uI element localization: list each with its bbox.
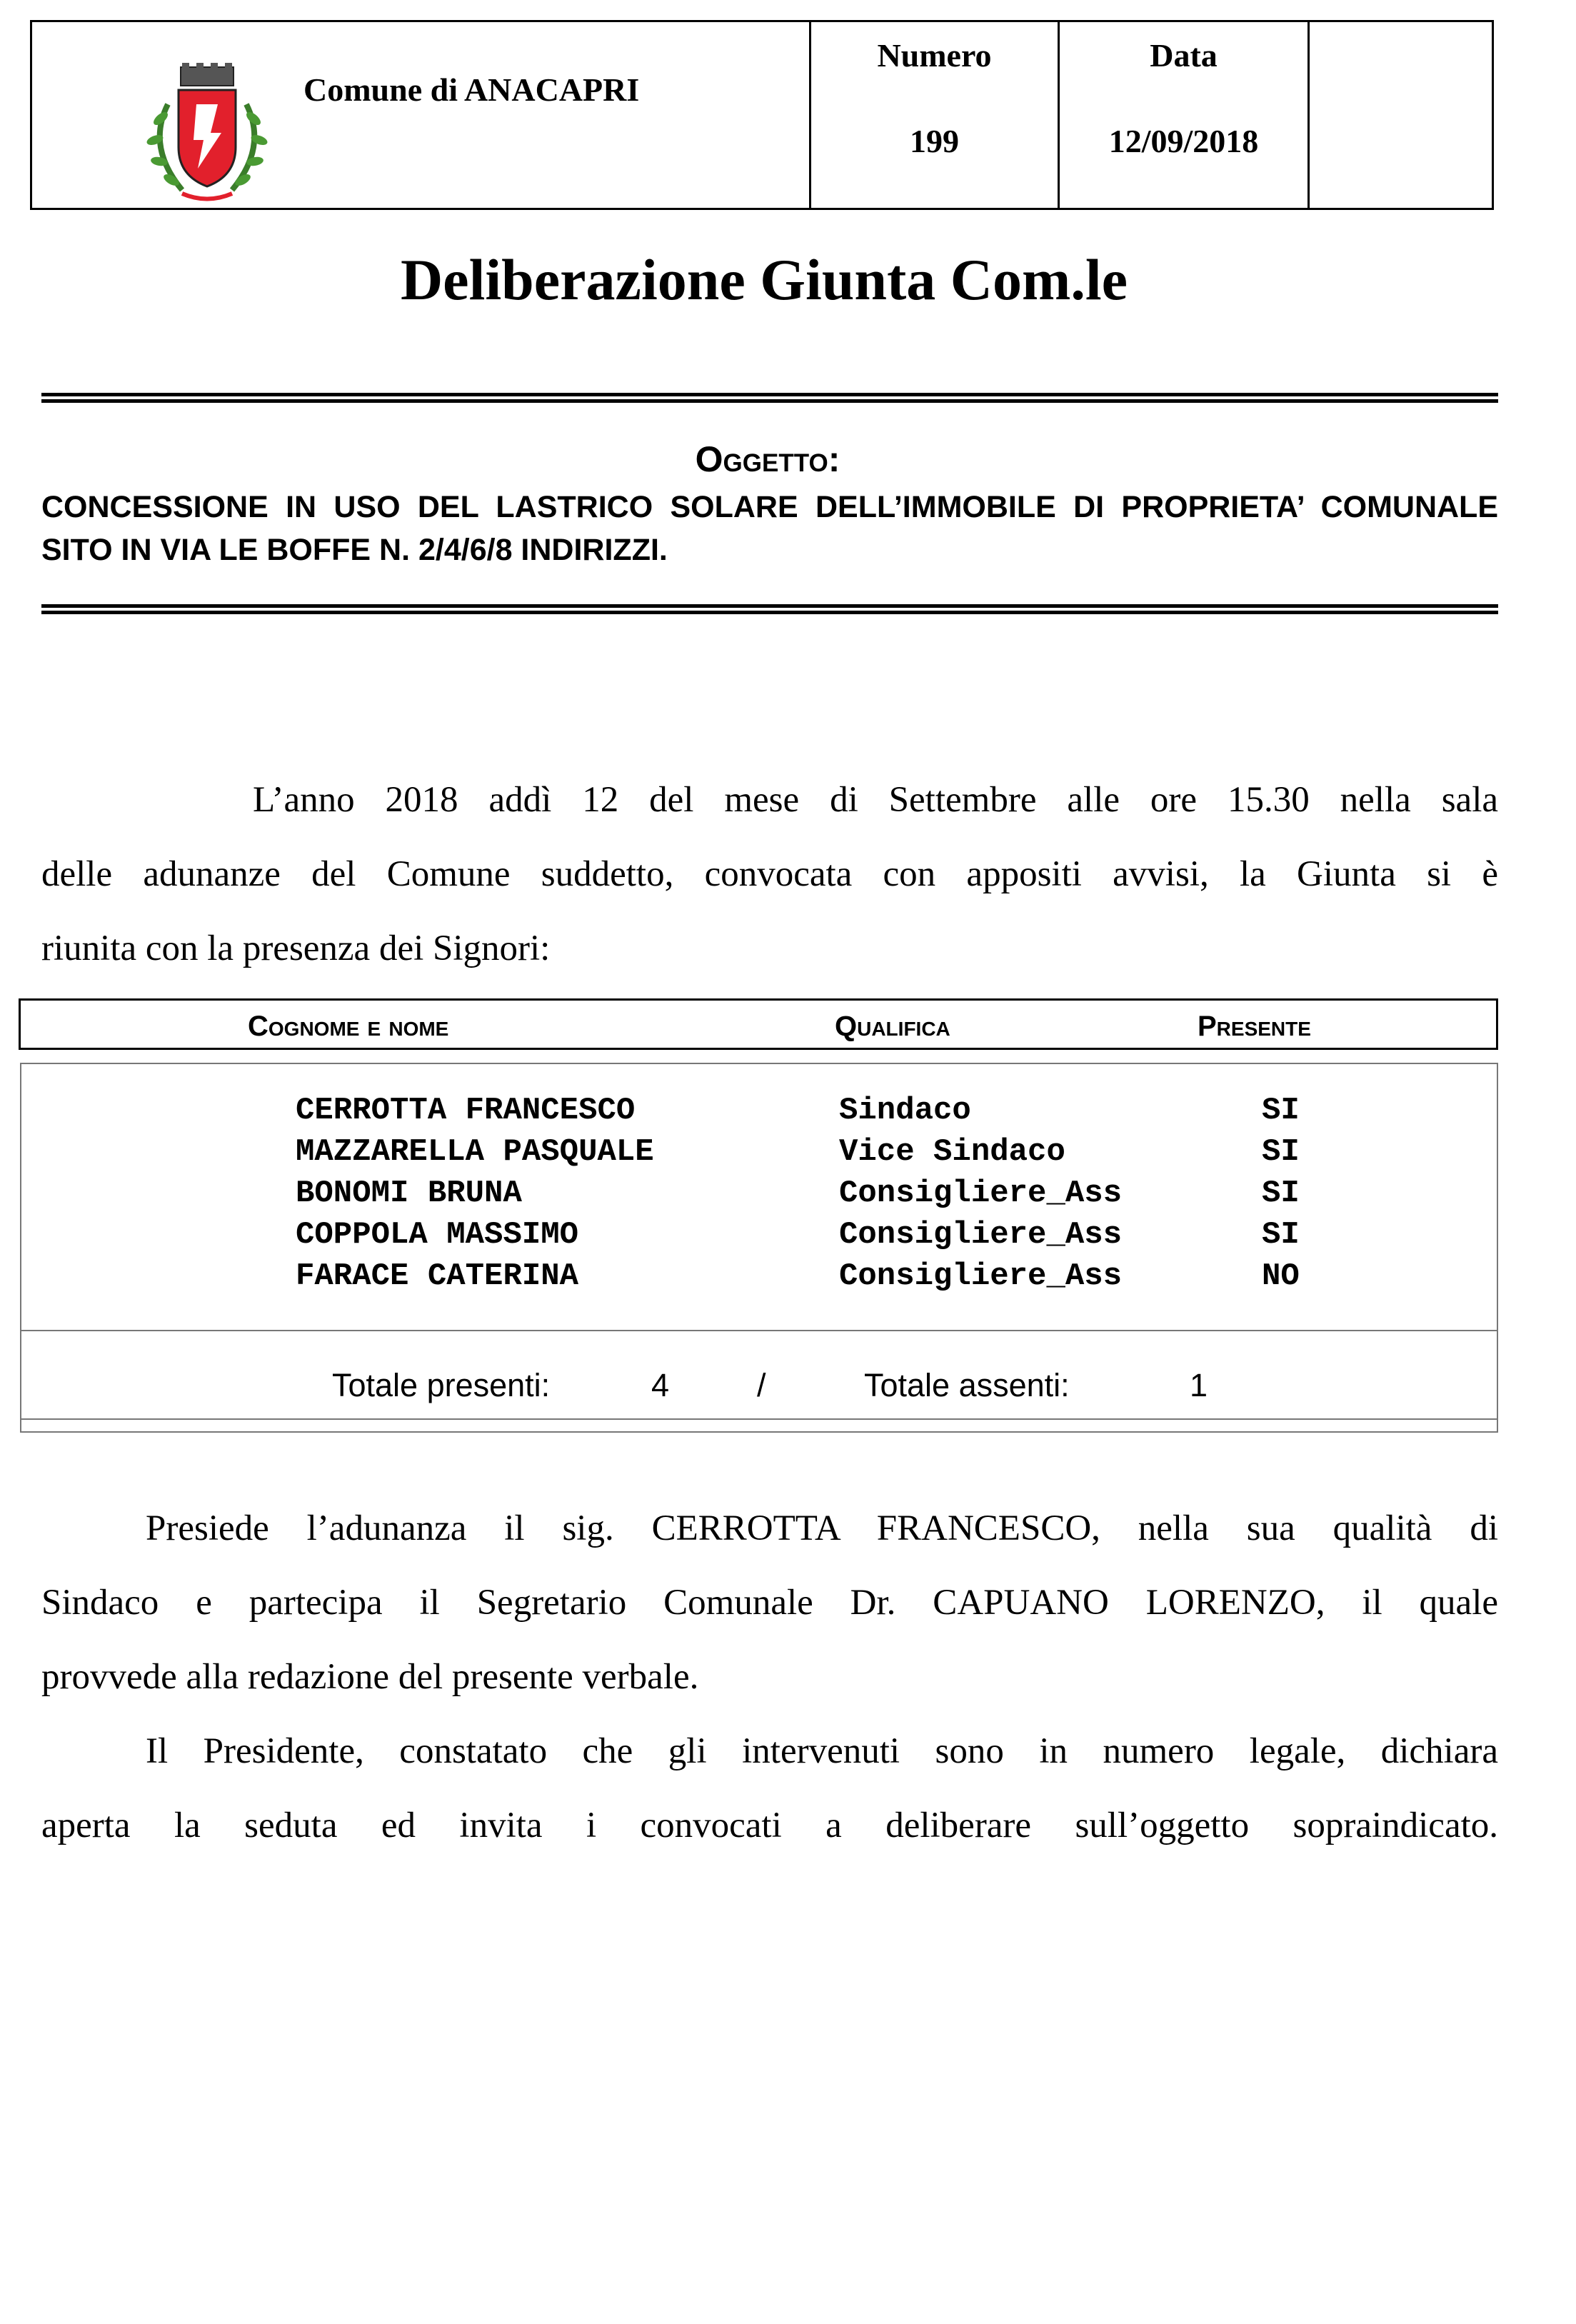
presidente-line-1: Il Presidente, constatato che gli intervenuti sono in numero legale, dichiara <box>146 1731 1498 1771</box>
intro-line-2: delle adunanze del Comune suddetto, convocata con appositi avvisi, la Giunta si è <box>41 854 1498 894</box>
oggetto-text: CONCESSIONE IN USO DEL LASTRICO SOLARE DELL’IMMOBILE DI PROPRIETA’ COMUNALE SITO IN VIA LE BOFFE N. 2/4/6/8 INDIRIZZI. <box>41 490 1498 567</box>
totals-separator: / <box>757 1367 766 1403</box>
table-row <box>21 1258 1497 1300</box>
double-rule <box>41 393 1498 403</box>
table-row <box>21 1217 1497 1258</box>
comune-name: Comune di ANACAPRI <box>303 71 640 108</box>
member-name: CERROTTA FRANCESCO <box>296 1093 636 1128</box>
presidente-line-2: aperta la seduta ed invita i convocati a deliberare sull’oggetto sopraindicato. <box>41 1805 1498 1845</box>
presiede-line-3: provvede alla redazione del presente verbale. <box>41 1657 699 1697</box>
totale-presenti-value: 4 <box>651 1367 670 1403</box>
table-row <box>21 1134 1497 1176</box>
members-table <box>20 1063 1498 1433</box>
presiede-line-1: Presiede l’adunanza il sig. CERROTTA FRANCESCO, nella sua qualità di <box>146 1508 1498 1548</box>
document-title: Deliberazione Giunta Com.le <box>400 247 1128 312</box>
member-role: Consigliere_Ass <box>839 1258 1123 1294</box>
column-header-name: Cognome e nome <box>248 1011 449 1042</box>
table-divider <box>21 1330 1497 1331</box>
comune-coat-of-arms-logo <box>139 61 275 211</box>
member-role: Consigliere_Ass <box>839 1217 1123 1253</box>
oggetto-label: Oggetto: <box>695 439 840 479</box>
data-label: Data <box>1150 37 1218 74</box>
presiede-line-2: Sindaco e partecipa il Segretario Comunale Dr. CAPUANO LORENZO, il quale <box>41 1583 1498 1623</box>
numero-label: Numero <box>877 37 992 74</box>
member-role: Sindaco <box>839 1093 971 1128</box>
member-present: SI <box>1262 1217 1300 1253</box>
intro-line-3: riunita con la presenza dei Signori: <box>41 928 551 968</box>
member-name: FARACE CATERINA <box>296 1258 579 1294</box>
table-row <box>21 1093 1497 1134</box>
header-divider <box>1308 22 1310 208</box>
column-header-present: Presente <box>1198 1011 1311 1042</box>
member-name: BONOMI BRUNA <box>296 1176 522 1211</box>
members-table-header <box>19 998 1498 1050</box>
totale-assenti-value: 1 <box>1190 1367 1208 1403</box>
document-header <box>30 20 1494 210</box>
member-name: COPPOLA MASSIMO <box>296 1217 579 1253</box>
totale-presenti-label: Totale presenti: <box>332 1367 551 1403</box>
intro-line-1: L’anno 2018 addì 12 del mese di Settembre alle ore 15.30 nella sala <box>253 780 1498 820</box>
data-value: 12/09/2018 <box>1108 123 1259 159</box>
member-present: SI <box>1262 1093 1300 1128</box>
member-present: SI <box>1262 1134 1300 1170</box>
member-role: Vice Sindaco <box>839 1134 1065 1170</box>
member-role: Consigliere_Ass <box>839 1176 1123 1211</box>
totale-assenti-label: Totale assenti: <box>864 1367 1070 1403</box>
column-header-role: Qualifica <box>835 1011 950 1042</box>
member-present: NO <box>1262 1258 1300 1294</box>
member-name: MAZZARELLA PASQUALE <box>296 1134 654 1170</box>
numero-value: 199 <box>910 123 959 159</box>
double-rule <box>41 604 1498 614</box>
table-divider <box>21 1418 1497 1420</box>
table-row <box>21 1176 1497 1217</box>
member-present: SI <box>1262 1176 1300 1211</box>
